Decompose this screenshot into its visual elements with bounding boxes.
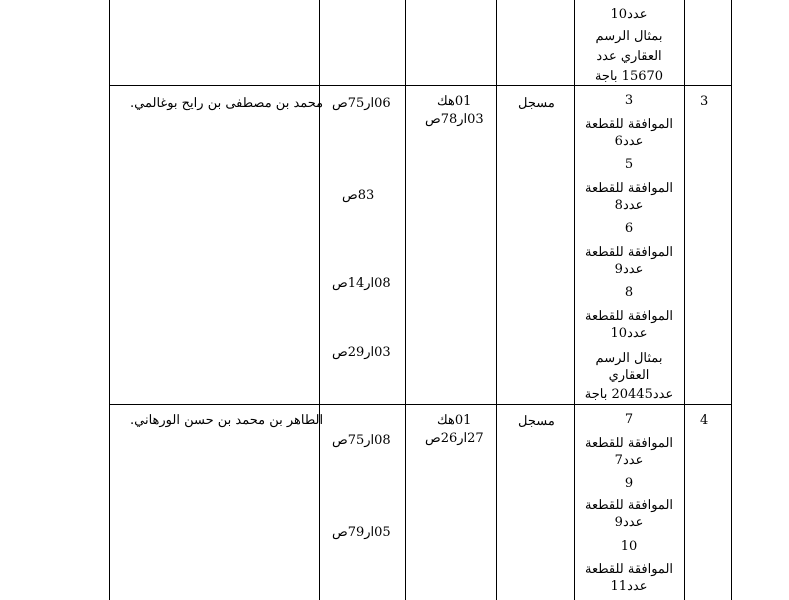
lot-ref: عدد11	[610, 579, 648, 594]
sub-area: 03ار29ص	[332, 345, 391, 360]
lot-label: الموافقة للقطعة	[584, 436, 674, 451]
sub-area: 06ار75ص	[332, 96, 391, 111]
row-border	[109, 404, 732, 405]
col-border	[405, 0, 406, 600]
sub-area: 05ار79ص	[332, 525, 391, 540]
lot-ref: عدد10	[610, 326, 648, 341]
lot-label: الموافقة للقطعة	[584, 498, 674, 513]
status: مسجل	[518, 414, 555, 429]
row-border	[109, 85, 732, 86]
plan-ref: بمثال الرسم	[595, 29, 663, 44]
lot-number: 9	[624, 476, 634, 491]
lot-label: الموافقة للقطعة	[584, 245, 674, 260]
row-number: 3	[700, 94, 709, 109]
col-border	[731, 0, 732, 600]
col-border	[684, 0, 685, 600]
total-area: 01هك	[437, 94, 472, 109]
lot-ref: عدد6	[614, 134, 644, 149]
col-border	[109, 0, 110, 600]
lot-label: الموافقة للقطعة	[584, 562, 674, 577]
plan-ref: عدد20445 باجة	[584, 387, 674, 402]
total-area: 03ار78ص	[425, 112, 484, 127]
lot-label: الموافقة للقطعة	[584, 181, 674, 196]
lot-ref: عدد8	[614, 198, 644, 213]
plan-ref: العقاري	[608, 368, 650, 383]
sub-area: 08ار14ص	[332, 276, 391, 291]
lot-number: 8	[624, 285, 634, 300]
lot-number: 3	[624, 93, 634, 108]
lot-number: 7	[624, 412, 634, 427]
owner-name: الطاهر بن محمد بن حسن الورهاني.	[130, 413, 324, 428]
lot-number: 10	[620, 539, 638, 554]
lot-ref: عدد9	[614, 262, 644, 277]
lot-number: 6	[624, 221, 634, 236]
plan-ref: بمثال الرسم	[595, 351, 663, 366]
plan-ref: 15670 باجة	[594, 69, 664, 84]
status: مسجل	[518, 96, 555, 111]
lot-label: الموافقة للقطعة	[584, 309, 674, 324]
lot-label: الموافقة للقطعة	[584, 117, 674, 132]
lot-number: 5	[624, 157, 634, 172]
col-border	[496, 0, 497, 600]
lot-ref: عدد9	[614, 515, 644, 530]
owner-name: محمد بن مصطفى بن رايح بوغالمي.	[130, 96, 324, 111]
col-border	[319, 0, 320, 600]
row-number: 4	[700, 413, 709, 428]
total-area: 01هك	[437, 413, 472, 428]
total-area: 27ار26ص	[425, 431, 484, 446]
plan-ref: العقاري عدد	[596, 49, 662, 64]
sub-area: 08ار75ص	[332, 433, 391, 448]
lot-ref: عدد7	[614, 453, 644, 468]
sub-area: 83ص	[342, 188, 375, 203]
lot-ref: عدد10	[610, 7, 648, 22]
